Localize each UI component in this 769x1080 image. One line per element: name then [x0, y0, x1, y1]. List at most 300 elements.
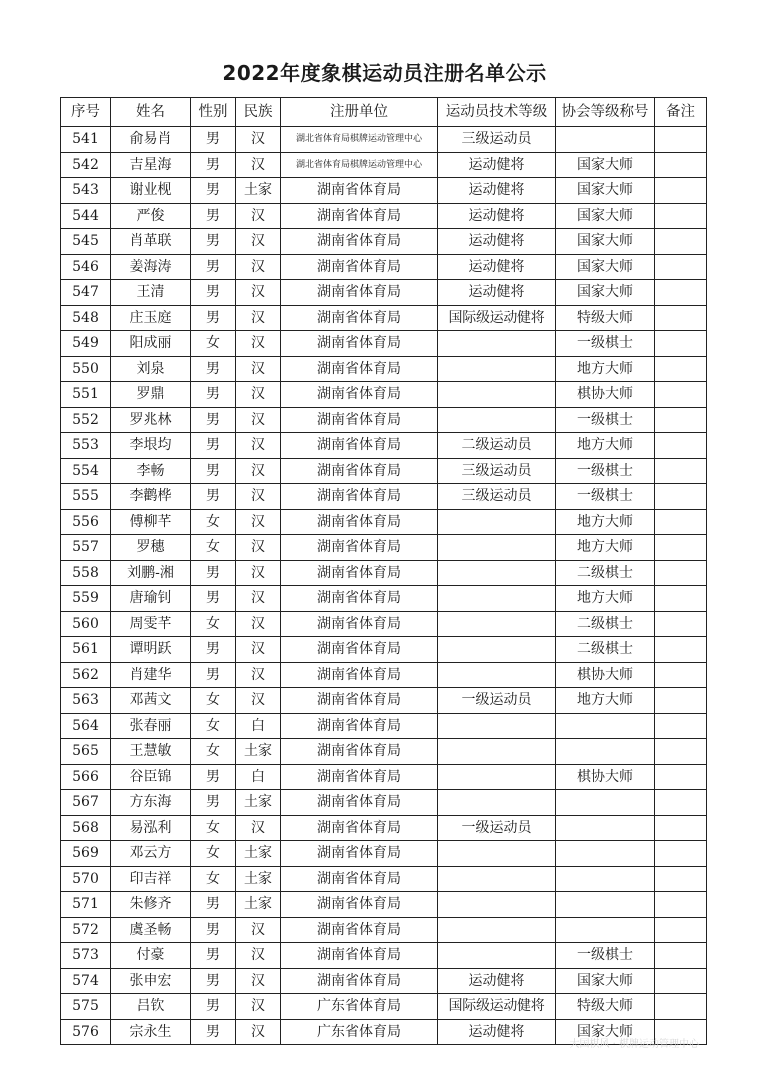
cell-grade	[438, 382, 556, 408]
table-row	[61, 331, 707, 357]
cell-title: 国家大师	[556, 229, 655, 255]
cell-title: 国家大师	[556, 254, 655, 280]
cell-ethnicity: 白	[236, 764, 281, 790]
cell-note	[655, 127, 707, 153]
cell-name: 罗鼎	[111, 382, 191, 408]
cell-name: 谭明跃	[111, 637, 191, 663]
cell-name: 傅柳芊	[111, 509, 191, 535]
cell-no: 543	[61, 178, 111, 204]
cell-note	[655, 535, 707, 561]
cell-unit: 湖南省体育局	[281, 484, 438, 510]
cell-name: 张春丽	[111, 713, 191, 739]
cell-gender: 男	[191, 968, 236, 994]
cell-gender: 女	[191, 688, 236, 714]
cell-name: 王慧敏	[111, 739, 191, 765]
cell-title: 一级棋士	[556, 458, 655, 484]
cell-no: 562	[61, 662, 111, 688]
cell-ethnicity: 汉	[236, 943, 281, 969]
table-row	[61, 968, 707, 994]
cell-grade	[438, 637, 556, 663]
cell-note	[655, 356, 707, 382]
cell-ethnicity: 汉	[236, 637, 281, 663]
cell-note	[655, 509, 707, 535]
cell-name: 付豪	[111, 943, 191, 969]
table-row	[61, 254, 707, 280]
cell-name: 罗穗	[111, 535, 191, 561]
cell-unit: 湖南省体育局	[281, 968, 438, 994]
cell-unit: 湖南省体育局	[281, 790, 438, 816]
cell-gender: 男	[191, 254, 236, 280]
cell-title: 地方大师	[556, 535, 655, 561]
cell-grade: 运动健将	[438, 280, 556, 306]
cell-gender: 男	[191, 280, 236, 306]
cell-ethnicity: 汉	[236, 688, 281, 714]
table-row	[61, 892, 707, 918]
cell-ethnicity: 汉	[236, 331, 281, 357]
cell-unit: 湖南省体育局	[281, 305, 438, 331]
cell-title	[556, 892, 655, 918]
cell-ethnicity: 汉	[236, 203, 281, 229]
cell-grade: 运动健将	[438, 254, 556, 280]
cell-note	[655, 739, 707, 765]
table-row	[61, 943, 707, 969]
cell-name: 李畅	[111, 458, 191, 484]
cell-ethnicity: 汉	[236, 127, 281, 153]
cell-title	[556, 866, 655, 892]
cell-gender: 男	[191, 560, 236, 586]
cell-note	[655, 866, 707, 892]
cell-title: 一级棋士	[556, 407, 655, 433]
cell-ethnicity: 汉	[236, 458, 281, 484]
cell-gender: 男	[191, 356, 236, 382]
cell-ethnicity: 土家	[236, 739, 281, 765]
cell-gender: 男	[191, 892, 236, 918]
header-cell-grade: 运动员技术等级	[438, 98, 556, 127]
cell-title: 一级棋士	[556, 484, 655, 510]
cell-note	[655, 152, 707, 178]
cell-grade	[438, 764, 556, 790]
cell-unit: 湖南省体育局	[281, 764, 438, 790]
cell-note	[655, 892, 707, 918]
cell-grade	[438, 535, 556, 561]
cell-grade	[438, 713, 556, 739]
header-cell-no: 序号	[61, 98, 111, 127]
cell-gender: 男	[191, 203, 236, 229]
cell-gender: 男	[191, 382, 236, 408]
cell-no: 559	[61, 586, 111, 612]
cell-note	[655, 305, 707, 331]
cell-ethnicity: 汉	[236, 356, 281, 382]
cell-no: 571	[61, 892, 111, 918]
table-row	[61, 305, 707, 331]
table-row	[61, 611, 707, 637]
cell-no: 556	[61, 509, 111, 535]
cell-name: 张申宏	[111, 968, 191, 994]
cell-gender: 女	[191, 841, 236, 867]
cell-title: 特级大师	[556, 994, 655, 1020]
cell-gender: 女	[191, 815, 236, 841]
cell-grade: 一级运动员	[438, 815, 556, 841]
cell-unit: 湖南省体育局	[281, 586, 438, 612]
cell-no: 547	[61, 280, 111, 306]
cell-unit: 广东省体育局	[281, 994, 438, 1020]
cell-unit: 湖南省体育局	[281, 458, 438, 484]
cell-no: 542	[61, 152, 111, 178]
cell-name: 朱修齐	[111, 892, 191, 918]
table-row	[61, 560, 707, 586]
cell-gender: 女	[191, 739, 236, 765]
cell-no: 568	[61, 815, 111, 841]
table-row	[61, 433, 707, 459]
cell-grade	[438, 509, 556, 535]
cell-no: 558	[61, 560, 111, 586]
header-cell-gender: 性别	[191, 98, 236, 127]
cell-ethnicity: 汉	[236, 280, 281, 306]
cell-gender: 女	[191, 611, 236, 637]
cell-unit: 湖南省体育局	[281, 229, 438, 255]
cell-ethnicity: 汉	[236, 560, 281, 586]
cell-unit: 湖南省体育局	[281, 943, 438, 969]
cell-gender: 男	[191, 305, 236, 331]
cell-note	[655, 994, 707, 1020]
cell-no: 544	[61, 203, 111, 229]
page-title: 2022年度象棋运动员注册名单公示	[222, 61, 547, 85]
cell-no: 575	[61, 994, 111, 1020]
cell-unit: 湖南省体育局	[281, 560, 438, 586]
cell-grade: 二级运动员	[438, 433, 556, 459]
cell-name: 俞易肖	[111, 127, 191, 153]
cell-no: 570	[61, 866, 111, 892]
cell-ethnicity: 汉	[236, 229, 281, 255]
cell-title	[556, 790, 655, 816]
cell-title: 二级棋士	[556, 560, 655, 586]
cell-unit: 湖南省体育局	[281, 892, 438, 918]
cell-no: 549	[61, 331, 111, 357]
cell-note	[655, 637, 707, 663]
cell-title: 地方大师	[556, 356, 655, 382]
cell-unit: 广东省体育局	[281, 1019, 438, 1045]
cell-note	[655, 688, 707, 714]
cell-no: 541	[61, 127, 111, 153]
table-row	[61, 713, 707, 739]
cell-name: 邓云方	[111, 841, 191, 867]
cell-unit: 湖南省体育局	[281, 433, 438, 459]
cell-gender: 女	[191, 866, 236, 892]
cell-note	[655, 611, 707, 637]
cell-unit: 湖南省体育局	[281, 535, 438, 561]
header-cell-unit: 注册单位	[281, 98, 438, 127]
table-row	[61, 764, 707, 790]
cell-ethnicity: 汉	[236, 509, 281, 535]
cell-unit: 湖南省体育局	[281, 382, 438, 408]
cell-title: 地方大师	[556, 586, 655, 612]
cell-unit: 湖南省体育局	[281, 866, 438, 892]
cell-name: 姜海涛	[111, 254, 191, 280]
cell-note	[655, 713, 707, 739]
cell-unit: 湖南省体育局	[281, 407, 438, 433]
cell-gender: 男	[191, 637, 236, 663]
header-row	[61, 98, 707, 127]
cell-unit: 湖南省体育局	[281, 509, 438, 535]
cell-title: 地方大师	[556, 688, 655, 714]
cell-ethnicity: 汉	[236, 917, 281, 943]
cell-name: 王清	[111, 280, 191, 306]
cell-unit: 湖南省体育局	[281, 815, 438, 841]
cell-gender: 男	[191, 943, 236, 969]
cell-name: 李垠均	[111, 433, 191, 459]
cell-title	[556, 841, 655, 867]
cell-no: 545	[61, 229, 111, 255]
cell-note	[655, 229, 707, 255]
cell-title: 一级棋士	[556, 331, 655, 357]
cell-name: 周雯芊	[111, 611, 191, 637]
cell-gender: 男	[191, 790, 236, 816]
cell-ethnicity: 汉	[236, 994, 281, 1020]
table-row	[61, 815, 707, 841]
cell-gender: 男	[191, 407, 236, 433]
header-cell-note: 备注	[655, 98, 707, 127]
cell-gender: 男	[191, 127, 236, 153]
cell-ethnicity: 汉	[236, 152, 281, 178]
table-row	[61, 127, 707, 153]
cell-title: 国家大师	[556, 280, 655, 306]
cell-note	[655, 203, 707, 229]
cell-name: 宗永生	[111, 1019, 191, 1045]
cell-title	[556, 739, 655, 765]
cell-title: 国家大师	[556, 152, 655, 178]
cell-no: 572	[61, 917, 111, 943]
cell-gender: 男	[191, 586, 236, 612]
cell-unit: 湖北省体育局棋牌运动管理中心	[281, 127, 438, 153]
cell-note	[655, 764, 707, 790]
cell-ethnicity: 土家	[236, 866, 281, 892]
cell-title: 特级大师	[556, 305, 655, 331]
cell-ethnicity: 白	[236, 713, 281, 739]
cell-name: 印吉祥	[111, 866, 191, 892]
cell-grade	[438, 943, 556, 969]
cell-no: 552	[61, 407, 111, 433]
cell-gender: 男	[191, 458, 236, 484]
cell-grade	[438, 892, 556, 918]
cell-grade: 三级运动员	[438, 127, 556, 153]
cell-ethnicity: 汉	[236, 305, 281, 331]
cell-grade: 运动健将	[438, 968, 556, 994]
table-row	[61, 637, 707, 663]
cell-grade	[438, 407, 556, 433]
table-header	[61, 98, 707, 127]
table-row	[61, 841, 707, 867]
cell-gender: 女	[191, 535, 236, 561]
cell-name: 唐瑜钊	[111, 586, 191, 612]
cell-title: 二级棋士	[556, 611, 655, 637]
cell-name: 方东海	[111, 790, 191, 816]
cell-grade	[438, 841, 556, 867]
table-row	[61, 662, 707, 688]
cell-no: 548	[61, 305, 111, 331]
cell-name: 易泓利	[111, 815, 191, 841]
cell-note	[655, 484, 707, 510]
cell-note	[655, 178, 707, 204]
header-cell-ethnicity: 民族	[236, 98, 281, 127]
cell-gender: 男	[191, 484, 236, 510]
table-body	[61, 127, 707, 1045]
cell-name: 刘鹏-湘	[111, 560, 191, 586]
table-row	[61, 356, 707, 382]
cell-note	[655, 560, 707, 586]
cell-grade: 一级运动员	[438, 688, 556, 714]
cell-no: 564	[61, 713, 111, 739]
cell-grade: 国际级运动健将	[438, 305, 556, 331]
cell-ethnicity: 汉	[236, 433, 281, 459]
cell-gender: 女	[191, 509, 236, 535]
cell-no: 565	[61, 739, 111, 765]
table-row	[61, 229, 707, 255]
cell-ethnicity: 汉	[236, 535, 281, 561]
cell-name: 肖革联	[111, 229, 191, 255]
cell-grade: 运动健将	[438, 203, 556, 229]
cell-ethnicity: 汉	[236, 254, 281, 280]
cell-ethnicity: 汉	[236, 1019, 281, 1045]
cell-name: 严俊	[111, 203, 191, 229]
cell-unit: 湖南省体育局	[281, 178, 438, 204]
cell-note	[655, 790, 707, 816]
cell-note	[655, 968, 707, 994]
cell-unit: 湖南省体育局	[281, 356, 438, 382]
cell-ethnicity: 土家	[236, 892, 281, 918]
cell-gender: 男	[191, 994, 236, 1020]
cell-title: 国家大师	[556, 178, 655, 204]
cell-title: 棋协大师	[556, 764, 655, 790]
cell-grade	[438, 866, 556, 892]
cell-gender: 男	[191, 917, 236, 943]
cell-gender: 男	[191, 152, 236, 178]
cell-name: 阳成丽	[111, 331, 191, 357]
table-row	[61, 535, 707, 561]
cell-grade: 国际级运动健将	[438, 994, 556, 1020]
cell-note	[655, 331, 707, 357]
cell-grade	[438, 790, 556, 816]
cell-name: 庄玉庭	[111, 305, 191, 331]
cell-gender: 女	[191, 331, 236, 357]
cell-no: 551	[61, 382, 111, 408]
cell-no: 553	[61, 433, 111, 459]
cell-ethnicity: 汉	[236, 662, 281, 688]
cell-note	[655, 433, 707, 459]
cell-title	[556, 917, 655, 943]
cell-grade: 运动健将	[438, 1019, 556, 1045]
table-row	[61, 458, 707, 484]
cell-grade: 三级运动员	[438, 458, 556, 484]
cell-grade: 三级运动员	[438, 484, 556, 510]
cell-title: 一级棋士	[556, 943, 655, 969]
cell-no: 546	[61, 254, 111, 280]
table-row	[61, 586, 707, 612]
cell-ethnicity: 汉	[236, 586, 281, 612]
cell-name: 吉星海	[111, 152, 191, 178]
cell-unit: 湖南省体育局	[281, 203, 438, 229]
cell-note	[655, 382, 707, 408]
cell-no: 573	[61, 943, 111, 969]
cell-title: 地方大师	[556, 509, 655, 535]
cell-unit: 湖南省体育局	[281, 254, 438, 280]
cell-name: 李鹳桦	[111, 484, 191, 510]
cell-unit: 湖南省体育局	[281, 331, 438, 357]
cell-title: 国家大师	[556, 968, 655, 994]
cell-no: 576	[61, 1019, 111, 1045]
cell-note	[655, 662, 707, 688]
cell-title	[556, 127, 655, 153]
table-row	[61, 790, 707, 816]
table-row	[61, 178, 707, 204]
cell-title: 地方大师	[556, 433, 655, 459]
cell-name: 肖建华	[111, 662, 191, 688]
cell-grade	[438, 662, 556, 688]
cell-grade	[438, 611, 556, 637]
cell-name: 罗兆林	[111, 407, 191, 433]
cell-note	[655, 943, 707, 969]
cell-name: 吕钦	[111, 994, 191, 1020]
table-row	[61, 509, 707, 535]
table-row	[61, 739, 707, 765]
cell-title: 国家大师	[556, 203, 655, 229]
cell-ethnicity: 汉	[236, 815, 281, 841]
cell-unit: 湖南省体育局	[281, 841, 438, 867]
cell-grade: 运动健将	[438, 152, 556, 178]
cell-unit: 湖南省体育局	[281, 280, 438, 306]
table-row	[61, 152, 707, 178]
cell-gender: 女	[191, 713, 236, 739]
cell-note	[655, 458, 707, 484]
table-row	[61, 994, 707, 1020]
cell-ethnicity: 土家	[236, 178, 281, 204]
cell-unit: 湖南省体育局	[281, 688, 438, 714]
cell-note	[655, 407, 707, 433]
cell-note	[655, 280, 707, 306]
cell-unit: 湖南省体育局	[281, 637, 438, 663]
cell-no: 574	[61, 968, 111, 994]
cell-no: 561	[61, 637, 111, 663]
cell-unit: 湖南省体育局	[281, 713, 438, 739]
cell-grade	[438, 356, 556, 382]
table-row	[61, 866, 707, 892]
cell-name: 虞圣畅	[111, 917, 191, 943]
cell-name: 刘泉	[111, 356, 191, 382]
cell-gender: 男	[191, 433, 236, 459]
cell-note	[655, 841, 707, 867]
cell-name: 谷臣锦	[111, 764, 191, 790]
cell-no: 567	[61, 790, 111, 816]
cell-grade	[438, 739, 556, 765]
cell-grade	[438, 917, 556, 943]
cell-unit: 湖南省体育局	[281, 739, 438, 765]
cell-ethnicity: 汉	[236, 968, 281, 994]
cell-grade	[438, 331, 556, 357]
table-row	[61, 407, 707, 433]
cell-unit: 湖南省体育局	[281, 917, 438, 943]
cell-no: 554	[61, 458, 111, 484]
cell-no: 563	[61, 688, 111, 714]
cell-grade	[438, 586, 556, 612]
cell-no: 566	[61, 764, 111, 790]
table-row	[61, 203, 707, 229]
cell-title: 棋协大师	[556, 382, 655, 408]
cell-gender: 男	[191, 662, 236, 688]
cell-no: 557	[61, 535, 111, 561]
watermark: 大国棋风 · 棋牌运动管理中心	[569, 1039, 699, 1050]
cell-note	[655, 815, 707, 841]
cell-ethnicity: 土家	[236, 790, 281, 816]
cell-ethnicity: 汉	[236, 611, 281, 637]
